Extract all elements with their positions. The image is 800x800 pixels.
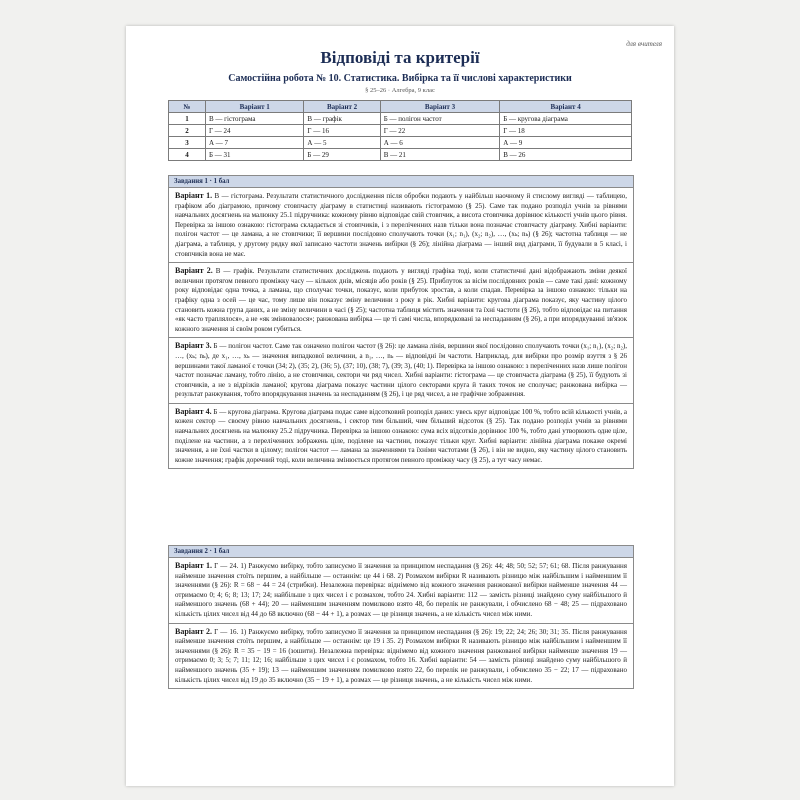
variant-text: Г — 16. 1) Ранжуємо вибірку, тобто записуємо її значення за принципом неспадання (§ 26): 19; 22; 24; 26; 30; 31; 35. Після ранжування найменше значення стоїть першим, а найбільше — останнім: це 19 і 35. 2) Розмахом вибірки R називають різницю між найбільшим і найменшим її значеннями (§ 26): R = 35 − 19 = 16 (зошити). Незалежна перевірка: віднімемо від кожного значення ранжованої вибірки найменше значення 19 — отримаємо 0; 3; 5; 7; 11; 12; 16; найбільше з цих чисел і є розмахом, тобто 16. Хибні варіанти: 54 — замість різниці знайдено суму найбільшого й найменшого значень (35 + 19); 13 — найменшим значенням помилково взято 22, бо перелік не ранжували, і обчислено 35 − 22; 17 — підраховано кількість цілих чисел від 19 до 35 включно (35 − 19 + 1), а розмах — це різниця значень, а не кількість чисел між ними. — [175, 627, 627, 684]
variant-text: Б — полігон частот. Саме так означено полігон частот (§ 26): це ламана лінія, вершини якої послідовно сполучають точки (x₁; n₁), (x₂; n₂), …, (xₖ; nₖ), де x₁, …, xₖ — значення випадкової величини, а n₁, …, nₖ — відповідні їм частоти. Наприклад, для вибірки про розмір взуття з § 26 вершинами такої ламаної є точки (34; 2), (35; 2), (36; 5), (37; 10), (38; 7), (39; 3), (40; 1). Перевірка за іншою ознакою: з переліченних назв лише полігон частот позначає ламану, тобто лінію, а не стовпчики, сектори чи ряд чисел. Хибні варіанти: гістограма — це стовпчаста діаграма (§ 25), її будують зі стовпчиків, а не з відрізків ламаної; кругова діаграма показує частини цілого секторами круга й таких точок не сполучає; ранжована вибірка — результат ранжування, тобто впорядкування значень за неспаданням (§ 26), і це ряд чисел, а не графічне зображення. — [175, 342, 628, 399]
table-cell: А — 9 — [500, 137, 632, 149]
variant-text: Б — кругова діаграма. Кругова діаграма подає саме відсотковий розподіл даних: увесь круг відповідає 100 %, тобто всій кількості учнів, а кожен сектор — своєму рівню навчальних досягнень, і сектор тим більший, чим більший відсоток (§ 25). Так подано розподіл учнів за рівнями навчальних досягнень на малюнку 25.2 підручника. Перевірка за іншою ознакою: сума всіх відсотків дорівнює 100 %, тобто дані утворюють одне ціле, поділене на частини, а з переліченних зображень ціле, поділене на частини, показує тільки круг. Хибні варіанти: лінійна діаграма покаже окремі значення, а не їхні частки в цілому; полігон частот — ламана за значеннями та їхніми частотами (§ 26), і він не видно, яку частину цілого становить кожне значення; графік доречний тоді, коли величина змінюється протягом певного проміжку часу (§ 25), а тут часу немає. — [175, 407, 627, 464]
table-cell: Б — 31 — [206, 149, 304, 161]
answer-table-header: Варіант 3 — [380, 101, 499, 113]
table-row — [169, 149, 632, 161]
table-cell: Б — полігон частот — [380, 113, 499, 125]
variant-text: Г — 24. 1) Ранжуємо вибірку, тобто записуємо її значення за принципом неспадання (§ 26): 44; 48; 50; 52; 57; 61; 68. Після ранжування найменше значення стоїть першим, а найбільше — останнім: це 44 і 68. 2) Розмахом вибірки R називають різницю між найбільшим і найменшим її значеннями (§ 26): R = 68 − 44 = 24 (стрибки). Незалежна перевірка: віднімемо від кожного значення ранжованої вибірки найменше значення 44 — отримаємо 0; 4; 6; 8; 13; 17; 24; найбільше з цих чисел і є розмахом, тобто 24. Хибні варіанти: 112 — замість різниці знайдено суму найбільшого й найменшого значень (68 + 44); 20 — найменшим значенням помилково взято 48, бо перелік не ранжували, і обчислено 68 − 48; 25 — підраховано кількість цілих чисел від 44 до 68 включно (68 − 44 + 1), а розмах — це різниця значень, а не кількість чисел між ними. — [175, 562, 627, 618]
variant-label: Варіант 3. — [175, 341, 212, 351]
variant-label: Варіант 1. — [175, 561, 212, 570]
page-subtitle: Самостійна робота № 10. Статистика. Вибірка та її числові характеристики — [228, 73, 572, 84]
table-cell: 1 — [169, 113, 206, 125]
variant-text: В — гістограма. Результати статистичного дослідження після обробки подають у найбільш наочному й стислому вигляді — таблицею, графіком або діаграмою, причому стовпчасту діаграму в статистиці називають гістограмою (§ 25). Саме так подано розподіл учнів за рівнями навчальних досягнень на малюнку 25.1 підручника: кожному рівню відповідає свій стовпчик, а висота стовпчика дорівнює кількості учнів цього рівня. Перевірка за іншою ознакою: гістограма складається зі стовпчиків, і з переліченних назв тільки вона позначає стовпчасту діаграму. Хибні варіанти: полігон частот — це ламана, а не стовпчики; її вершини послідовно сполучають точки (x₁; n₁), (x₂; n₂), …, (xₖ; nₖ) (§ 26); частотна таблиця — не діаграма, а таблиця, у другому рядку якої записано частоти значень вибірки (§ 26); лінійна діаграма — інший вид діаграми, її будували в 5 класі, і стовпчиків вона не має. — [175, 192, 627, 258]
table-cell: А — 5 — [304, 137, 380, 149]
table-cell: 2 — [169, 125, 206, 137]
table-cell: А — 6 — [380, 137, 499, 149]
table-cell: В — 26 — [500, 149, 632, 161]
table-cell: Г — 18 — [500, 125, 632, 137]
variant-label: Варіант 1. — [175, 191, 213, 200]
page-title: Відповіді та критерії — [320, 48, 480, 67]
answer-table-header: Варіант 1 — [206, 101, 304, 113]
task-1-variant-2 — [169, 263, 633, 338]
table-cell: Б — 29 — [304, 149, 380, 161]
section-reference: § 25–26 · Алгебра, 9 клас — [365, 87, 435, 94]
task-2-variant-1 — [169, 558, 633, 624]
task-1-header: Завдання 1 · 1 бал — [169, 176, 633, 188]
table-cell: Г — 16 — [304, 125, 380, 137]
table-cell: Г — 24 — [206, 125, 304, 137]
table-cell: А — 7 — [206, 137, 304, 149]
task-1-variant-1 — [169, 188, 633, 263]
table-row — [169, 137, 632, 149]
variant-label: Варіант 2. — [175, 266, 213, 276]
table-cell: В — графік — [304, 113, 380, 125]
table-row — [169, 125, 632, 137]
answer-table-header: № — [169, 101, 206, 113]
task-1-variant-4 — [169, 404, 633, 469]
table-cell: 3 — [169, 137, 206, 149]
worksheet-page — [126, 26, 674, 786]
answer-table-header: Варіант 2 — [304, 101, 380, 113]
task-2-header: Завдання 2 · 1 бал — [169, 546, 633, 558]
answer-table — [168, 100, 632, 161]
corner-note: для вчителя — [626, 40, 662, 48]
variant-label: Варіант 2. — [175, 626, 212, 636]
table-row — [169, 113, 632, 125]
task-2-variant-2 — [169, 624, 633, 689]
table-cell: В — гістограма — [206, 113, 304, 125]
table-cell: Г — 22 — [380, 125, 499, 137]
variant-text: В — графік. Результати статистичних досліджень подають у вигляді графіка тоді, коли статистичні дані відображають зміни деякої величини протягом певного проміжку часу — кількох днів, місяців або років (§ 25). Приблуток за вісім послідовних років — саме такі дані: кожному року відповідає одна точка, а ламана, що сполучає точки, показує, коли прибуток зростав, а коли спадав. Перевірка за іншою ознакою: тільки на графіку одна з осей — це час, тому лише він показує зміну величини з року в рік. Хибні варіанти: кругова діаграма показує, яку частину цілого становить кожна група даних, а не зміну величини в часі (§ 25); частотна таблиця містить значення та їхні частоти (§ 26), тобто відповідає на питання «як часто траплялося», а не «як змінювалося»; ранжована вибірка — це ті самі числа, впорядковані за неспаданням (§ 26), а при впорядкуванні зв'язок кожного значення зі своїм роком губиться. — [175, 267, 627, 333]
table-cell: В — 21 — [380, 149, 499, 161]
task-2-block — [168, 545, 634, 689]
answer-table-header-row — [169, 101, 632, 113]
task-1-variant-3 — [169, 338, 633, 404]
table-cell: 4 — [169, 149, 206, 161]
variant-label: Варіант 4. — [175, 406, 212, 416]
task-1-block — [168, 175, 634, 469]
answer-table-header: Варіант 4 — [500, 101, 632, 113]
table-cell: Б — кругова діаграма — [500, 113, 632, 125]
